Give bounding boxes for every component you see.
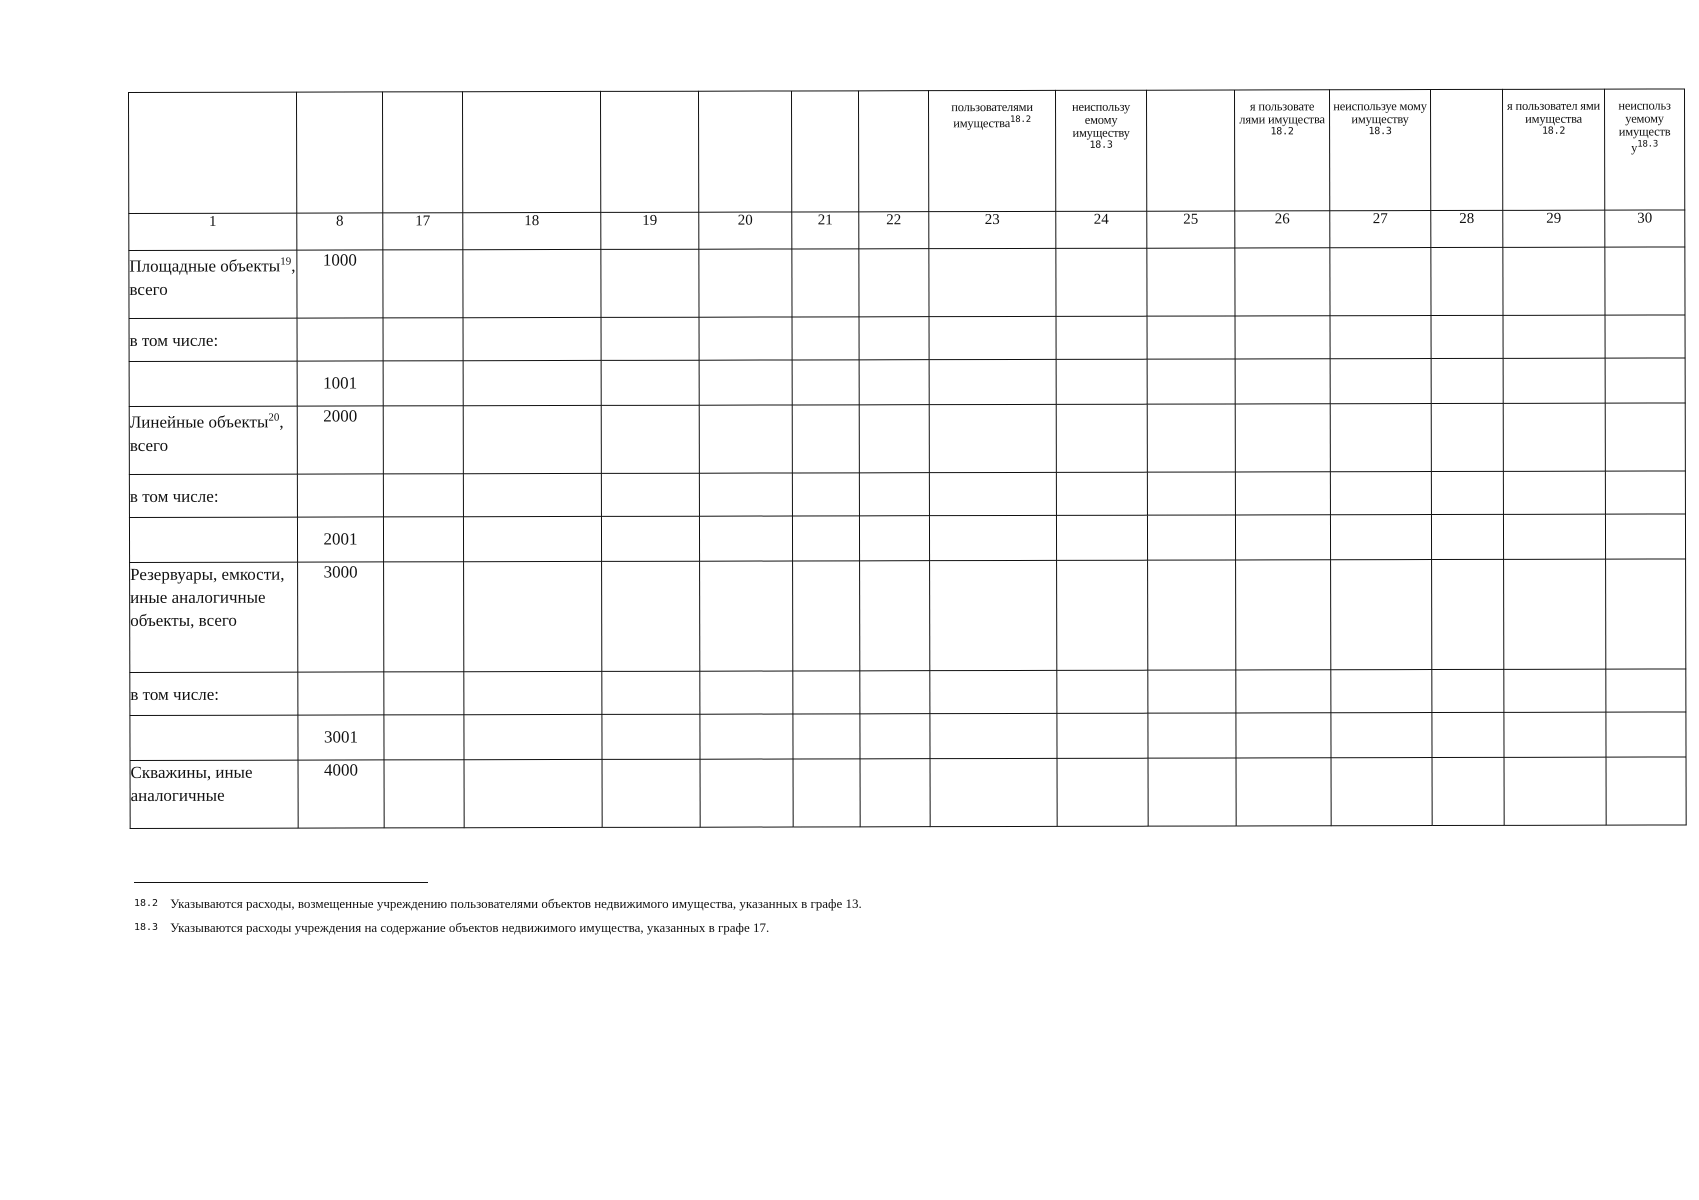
data-cell (859, 405, 929, 473)
data-cell (1504, 559, 1606, 669)
header-text-30: неиспольз уемому имуществ у (1618, 98, 1671, 155)
data-cell (1056, 515, 1147, 560)
data-cell (383, 474, 463, 517)
data-cell (602, 561, 700, 671)
table-row (130, 559, 1686, 673)
data-cell (1056, 248, 1147, 316)
footnote-ref: 18.2 (1010, 114, 1031, 125)
data-cell (1056, 359, 1147, 404)
row-label-text: Линейные объекты (129, 412, 269, 432)
row-label (129, 361, 297, 406)
header-cell-23 (928, 90, 1055, 211)
data-cell (1330, 359, 1431, 404)
column-number-cell: 26 (1235, 211, 1330, 248)
column-number-cell: 19 (601, 212, 699, 249)
data-cell (792, 360, 859, 405)
column-number-cell: 23 (929, 211, 1056, 248)
header-cell (463, 91, 601, 212)
data-cell (792, 249, 859, 317)
table-row (130, 669, 1686, 716)
data-cell (1331, 713, 1432, 758)
data-cell (1057, 560, 1148, 670)
data-cell (1330, 316, 1431, 359)
header-cell (600, 91, 698, 212)
footnote-ref: 18.2 (1270, 126, 1294, 138)
data-cell (1605, 247, 1685, 315)
column-number-cell: 25 (1147, 211, 1235, 248)
data-cell (699, 249, 792, 317)
data-cell (929, 248, 1056, 316)
data-cell (464, 714, 602, 759)
data-cell (1331, 758, 1432, 826)
data-cell (1503, 315, 1605, 358)
header-cell (1430, 89, 1502, 210)
data-cell (930, 758, 1057, 826)
data-cell (860, 714, 930, 759)
header-text-26: я пользовате лями имущества (1239, 99, 1325, 127)
data-cell (1432, 559, 1504, 669)
column-number-cell: 27 (1330, 211, 1431, 248)
header-cell (297, 92, 383, 213)
data-cell (383, 517, 463, 562)
data-cell (1148, 758, 1236, 826)
row-code (297, 318, 383, 361)
row-label (129, 474, 297, 517)
data-cell (464, 671, 602, 714)
data-cell (384, 562, 464, 672)
data-cell (1606, 712, 1686, 757)
footnote-ref: 18.3 (1368, 126, 1392, 138)
header-cell-27 (1329, 90, 1430, 211)
header-cell-30 (1604, 89, 1684, 210)
data-cell (602, 714, 700, 759)
row-label (130, 760, 298, 828)
row-label (129, 406, 297, 474)
data-cell (601, 360, 699, 405)
column-number-cell: 18 (463, 212, 601, 249)
data-cell (929, 359, 1056, 404)
row-label-text: Площадные объекты (129, 256, 281, 276)
data-cell (1148, 713, 1236, 758)
table-row (129, 514, 1685, 563)
data-cell (1431, 403, 1503, 471)
data-cell (1503, 247, 1605, 315)
header-text-27: неиспользуе мому имуществу (1333, 99, 1427, 127)
data-cell (1057, 713, 1148, 758)
data-cell (1235, 316, 1330, 359)
table-row (129, 315, 1685, 362)
data-cell (1503, 358, 1605, 403)
data-cell (1605, 403, 1685, 471)
footnote-text: Указываются расходы, возмещенные учреждению пользователями объектов недвижимого имущества, указанных в графе 13. (170, 896, 862, 911)
data-cell (1147, 472, 1235, 515)
row-label-text: Резервуары, емкости, иные аналогичные объекты, всего (130, 564, 285, 630)
data-cell (1606, 757, 1686, 825)
column-number-cell: 22 (859, 212, 929, 249)
row-code: 1000 (297, 250, 383, 318)
footnote-ref: 20 (268, 411, 280, 424)
row-label-text: Скважины, иные аналогичные (130, 762, 253, 805)
column-number-cell: 1 (129, 213, 297, 250)
data-cell (1431, 315, 1503, 358)
data-cell (700, 714, 793, 759)
row-label-text: в том числе: (130, 684, 220, 704)
data-cell (1432, 669, 1504, 712)
row-label (129, 318, 297, 361)
data-cell (1236, 758, 1331, 826)
footnote-ref: 18.3 (1089, 139, 1113, 151)
data-cell (1432, 712, 1504, 757)
data-cell (859, 249, 929, 317)
data-cell (699, 516, 792, 561)
footnote-number: 18.2 (134, 898, 159, 909)
data-cell (1605, 514, 1685, 559)
data-cell (463, 317, 601, 360)
footnote-18-2 (134, 896, 862, 912)
data-cell (1057, 758, 1148, 826)
data-cell (1504, 712, 1606, 757)
data-cell (1504, 757, 1606, 825)
data-cell (1330, 248, 1431, 316)
data-cell (699, 317, 792, 360)
data-cell (1431, 471, 1503, 514)
footnote-number: 18.3 (134, 922, 159, 933)
header-cell (129, 92, 297, 213)
data-cell (699, 405, 792, 473)
data-cell (1147, 404, 1235, 472)
row-label (130, 672, 298, 715)
expenses-table (128, 88, 1687, 829)
header-cell (698, 91, 791, 212)
data-cell (1503, 403, 1605, 471)
data-cell (793, 561, 860, 671)
data-cell (929, 472, 1056, 515)
column-number-row (129, 210, 1685, 251)
data-cell (792, 473, 859, 516)
table-row (129, 471, 1685, 518)
data-cell (1236, 560, 1331, 670)
data-cell (1147, 248, 1235, 316)
data-cell (793, 671, 860, 714)
table-row (129, 247, 1685, 319)
column-number-cell: 29 (1503, 210, 1605, 247)
data-cell (700, 561, 793, 671)
data-cell (463, 360, 601, 405)
data-cell (1331, 560, 1432, 670)
row-label-suffix: , всего (129, 412, 284, 455)
data-cell (699, 473, 792, 516)
data-cell (602, 759, 700, 827)
row-label-suffix: , всего (129, 256, 296, 299)
data-cell (792, 516, 859, 561)
data-cell (793, 714, 860, 759)
data-cell (1148, 670, 1236, 713)
header-cell-29 (1502, 89, 1604, 210)
footnote-ref: 19 (280, 255, 292, 268)
table-row (130, 712, 1686, 761)
column-number-cell: 24 (1056, 211, 1147, 248)
header-text-29: я пользовател ями имущества (1507, 98, 1601, 126)
column-number-cell: 17 (383, 213, 463, 250)
data-cell (859, 473, 929, 516)
data-cell (700, 759, 793, 827)
data-cell (601, 473, 699, 516)
row-code (297, 474, 383, 517)
row-label (130, 715, 298, 760)
row-code: 1001 (297, 361, 383, 406)
data-cell (1056, 316, 1147, 359)
data-cell (929, 316, 1056, 359)
data-cell (792, 405, 859, 473)
row-code: 2000 (297, 406, 383, 474)
footnote-divider (134, 882, 428, 883)
data-cell (463, 473, 601, 516)
data-cell (601, 317, 699, 360)
data-cell (929, 515, 1056, 560)
form-sheet (128, 88, 1686, 847)
data-cell (1432, 757, 1504, 825)
data-cell (1147, 316, 1235, 359)
data-cell (601, 405, 699, 473)
data-cell (1236, 670, 1331, 713)
header-cell-24 (1055, 90, 1146, 211)
row-code (298, 672, 384, 715)
data-cell (1148, 560, 1236, 670)
row-code: 3001 (298, 715, 384, 760)
header-cell-26 (1234, 90, 1329, 211)
header-cell (791, 91, 858, 212)
data-cell (1057, 670, 1148, 713)
data-cell (384, 672, 464, 715)
data-cell (1605, 315, 1685, 358)
data-cell (1235, 515, 1330, 560)
data-cell (601, 516, 699, 561)
data-cell (929, 404, 1056, 472)
data-cell (1147, 359, 1235, 404)
data-cell (1056, 404, 1147, 472)
column-number-cell: 21 (792, 212, 859, 249)
data-cell (1431, 514, 1503, 559)
data-cell (602, 671, 700, 714)
data-cell (1147, 515, 1235, 560)
table-row (129, 358, 1685, 407)
footnote-text: Указываются расходы учреждения на содержание объектов недвижимого имущества, указанных в графе 17. (170, 920, 770, 935)
data-cell (464, 759, 602, 827)
row-code: 3000 (298, 562, 384, 672)
data-cell (1235, 472, 1330, 515)
column-number-cell: 28 (1431, 210, 1503, 247)
data-cell (1235, 359, 1330, 404)
column-number-cell: 20 (699, 212, 792, 249)
data-cell (793, 759, 860, 827)
data-cell (1330, 515, 1431, 560)
data-cell (1431, 247, 1503, 315)
footnote-18-3 (134, 920, 769, 936)
data-cell (463, 405, 601, 473)
data-cell (1606, 559, 1686, 669)
column-number-cell: 8 (297, 213, 383, 250)
data-cell (1235, 404, 1330, 472)
data-cell (792, 317, 859, 360)
footnote-ref: 18.3 (1637, 139, 1659, 150)
row-label-text: в том числе: (129, 486, 219, 506)
data-cell (930, 560, 1057, 670)
data-cell (859, 317, 929, 360)
header-text-24: неиспользу емому имуществу (1071, 99, 1131, 140)
data-cell (463, 516, 601, 561)
data-cell (463, 249, 601, 317)
row-label (129, 250, 297, 318)
row-code: 4000 (298, 760, 384, 828)
data-cell (1331, 670, 1432, 713)
data-cell (1503, 471, 1605, 514)
data-cell (601, 249, 699, 317)
row-code: 2001 (297, 517, 383, 562)
data-cell (383, 406, 463, 474)
data-cell (700, 671, 793, 714)
data-cell (383, 361, 463, 406)
data-cell (384, 715, 464, 760)
data-cell (1330, 404, 1431, 472)
data-cell (1236, 713, 1331, 758)
column-number-cell: 30 (1605, 210, 1685, 247)
row-label (129, 517, 297, 562)
data-cell (699, 360, 792, 405)
header-cell (1146, 90, 1234, 211)
data-cell (860, 759, 930, 827)
header-cell (858, 91, 928, 212)
header-text-23: пользователями имущества (951, 99, 1033, 131)
data-cell (859, 516, 929, 561)
header-row (129, 89, 1685, 214)
data-cell (860, 671, 930, 714)
data-cell (383, 318, 463, 361)
row-label-text: в том числе: (129, 330, 219, 350)
table-row (129, 403, 1685, 475)
data-cell (384, 760, 464, 828)
data-cell (1431, 358, 1503, 403)
table-row (130, 757, 1686, 829)
data-cell (1503, 514, 1605, 559)
footnote-ref: 18.2 (1541, 125, 1566, 137)
data-cell (1504, 669, 1606, 712)
data-cell (1235, 248, 1330, 316)
data-cell (1605, 358, 1685, 403)
data-cell (1330, 472, 1431, 515)
data-cell (1056, 472, 1147, 515)
data-cell (1605, 471, 1685, 514)
data-cell (930, 670, 1057, 713)
data-cell (859, 360, 929, 405)
data-cell (383, 250, 463, 318)
header-cell (383, 92, 463, 213)
data-cell (464, 561, 602, 671)
data-cell (1606, 669, 1686, 712)
table-body (129, 247, 1686, 829)
row-label (130, 562, 298, 672)
data-cell (930, 713, 1057, 758)
data-cell (860, 561, 930, 671)
